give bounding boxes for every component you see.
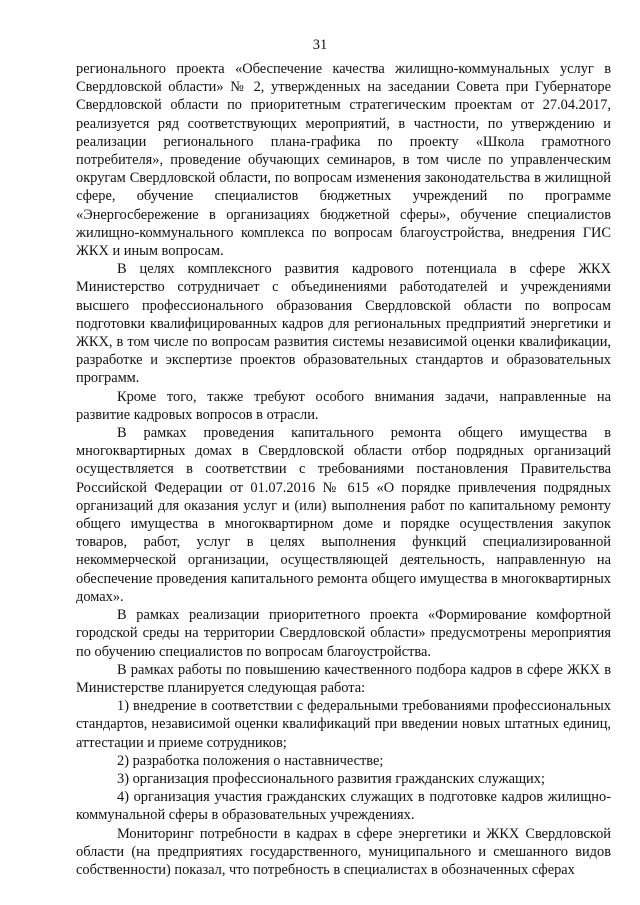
paragraph-monitoring: Мониторинг потребности в кадрах в сфере энергетики и ЖКХ Свердловской области (на предприятиях государственного, муниципального и смешанного видов собственности) показал, что потребность в специалистах в обозначенных сферах (76, 825, 611, 878)
list-item-2: 2) разработка положения о наставничестве; (117, 752, 384, 769)
paragraph-continuation: регионального проекта «Обеспечение качества жилищно-коммунальных услуг в Свердловской области» № 2, утвержденных на заседании Совета при Губернаторе Свердловской области по приоритетным стратегическим проектам от 27.04.2017, реализуется ряд соответствующих мероприятий, в частности, по утверждению и реализации регионального плана-графика по проекту «Школа грамотного потребителя», проведение обучающих семинаров, в том числе по управленческим округам Свердловской области, по вопросам изменения законодательства в жилищной сфере, обучение специалистов бюджетных учреждений по программе «Энергосбережение в организациях бюджетной сферы», обучение специалистов жилищно-коммунального комплекса по вопросам благоустройства, внедрения ГИС ЖКХ и иным вопросам. (76, 61, 611, 260)
paragraph-planned-work: В рамках работы по повышению качественного подбора кадров в сфере ЖКХ в Министерстве планируется следующая работа: (76, 661, 611, 696)
document-body (76, 60, 611, 879)
list-item-4: 4) организация участия гражданских служащих в подготовке кадров жилищно-коммунальной сферы в образовательных учреждениях. (76, 789, 611, 824)
paragraph-capital-repair: В рамках проведения капитального ремонта общего имущества в многоквартирных домах в Свердловской области отбор подрядных организаций осуществляется в соответствии с требованиями постановления Правительства Российской Федерации от 01.07.2016 № 615 «О порядке привлечения подрядных организаций для оказания услуг и (или) выполнения работ по капитальному ремонту общего имущества в многоквартирном доме и порядке осуществления закупок товаров, работ, услуг в целях выполнения функций специализированной некоммерческой организации, осуществляющей деятельность, направленную на обеспечение проведения капитального ремонта общего имущества в многоквартирных домах». (76, 425, 611, 605)
paragraph-personnel-development: В целях комплексного развития кадрового потенциала в сфере ЖКХ Министерство сотрудничает с объединениями работодателей и учреждениями высшего профессионального образования Свердловской области по вопросам подготовки квалифицированных кадров для региональных предприятий энергетики и ЖКХ, в том числе по вопросам развития системы независимой оценки квалификации, разработке и экспертизе проектов образовательных стандартов и образовательных программ. (76, 261, 611, 387)
list-item-1: 1) внедрение в соответствии с федеральными требованиями профессиональных стандартов, независимой оценки квалификаций при введении новых штатных единиц, аттестации и приеме сотрудников; (76, 698, 611, 751)
page-number: 31 (312, 37, 328, 53)
paragraph-urban-environment: В рамках реализации приоритетного проекта «Формирование комфортной городской среды на территории Свердловской области» предусмотрены мероприятия по обучению специалистов по вопросам благоустройства. (76, 607, 611, 660)
paragraph-additional-tasks: Кроме того, также требуют особого внимания задачи, направленные на развитие кадровых вопросов в отрасли. (76, 388, 611, 423)
list-item-3: 3) организация профессионального развития гражданских служащих; (117, 770, 545, 787)
